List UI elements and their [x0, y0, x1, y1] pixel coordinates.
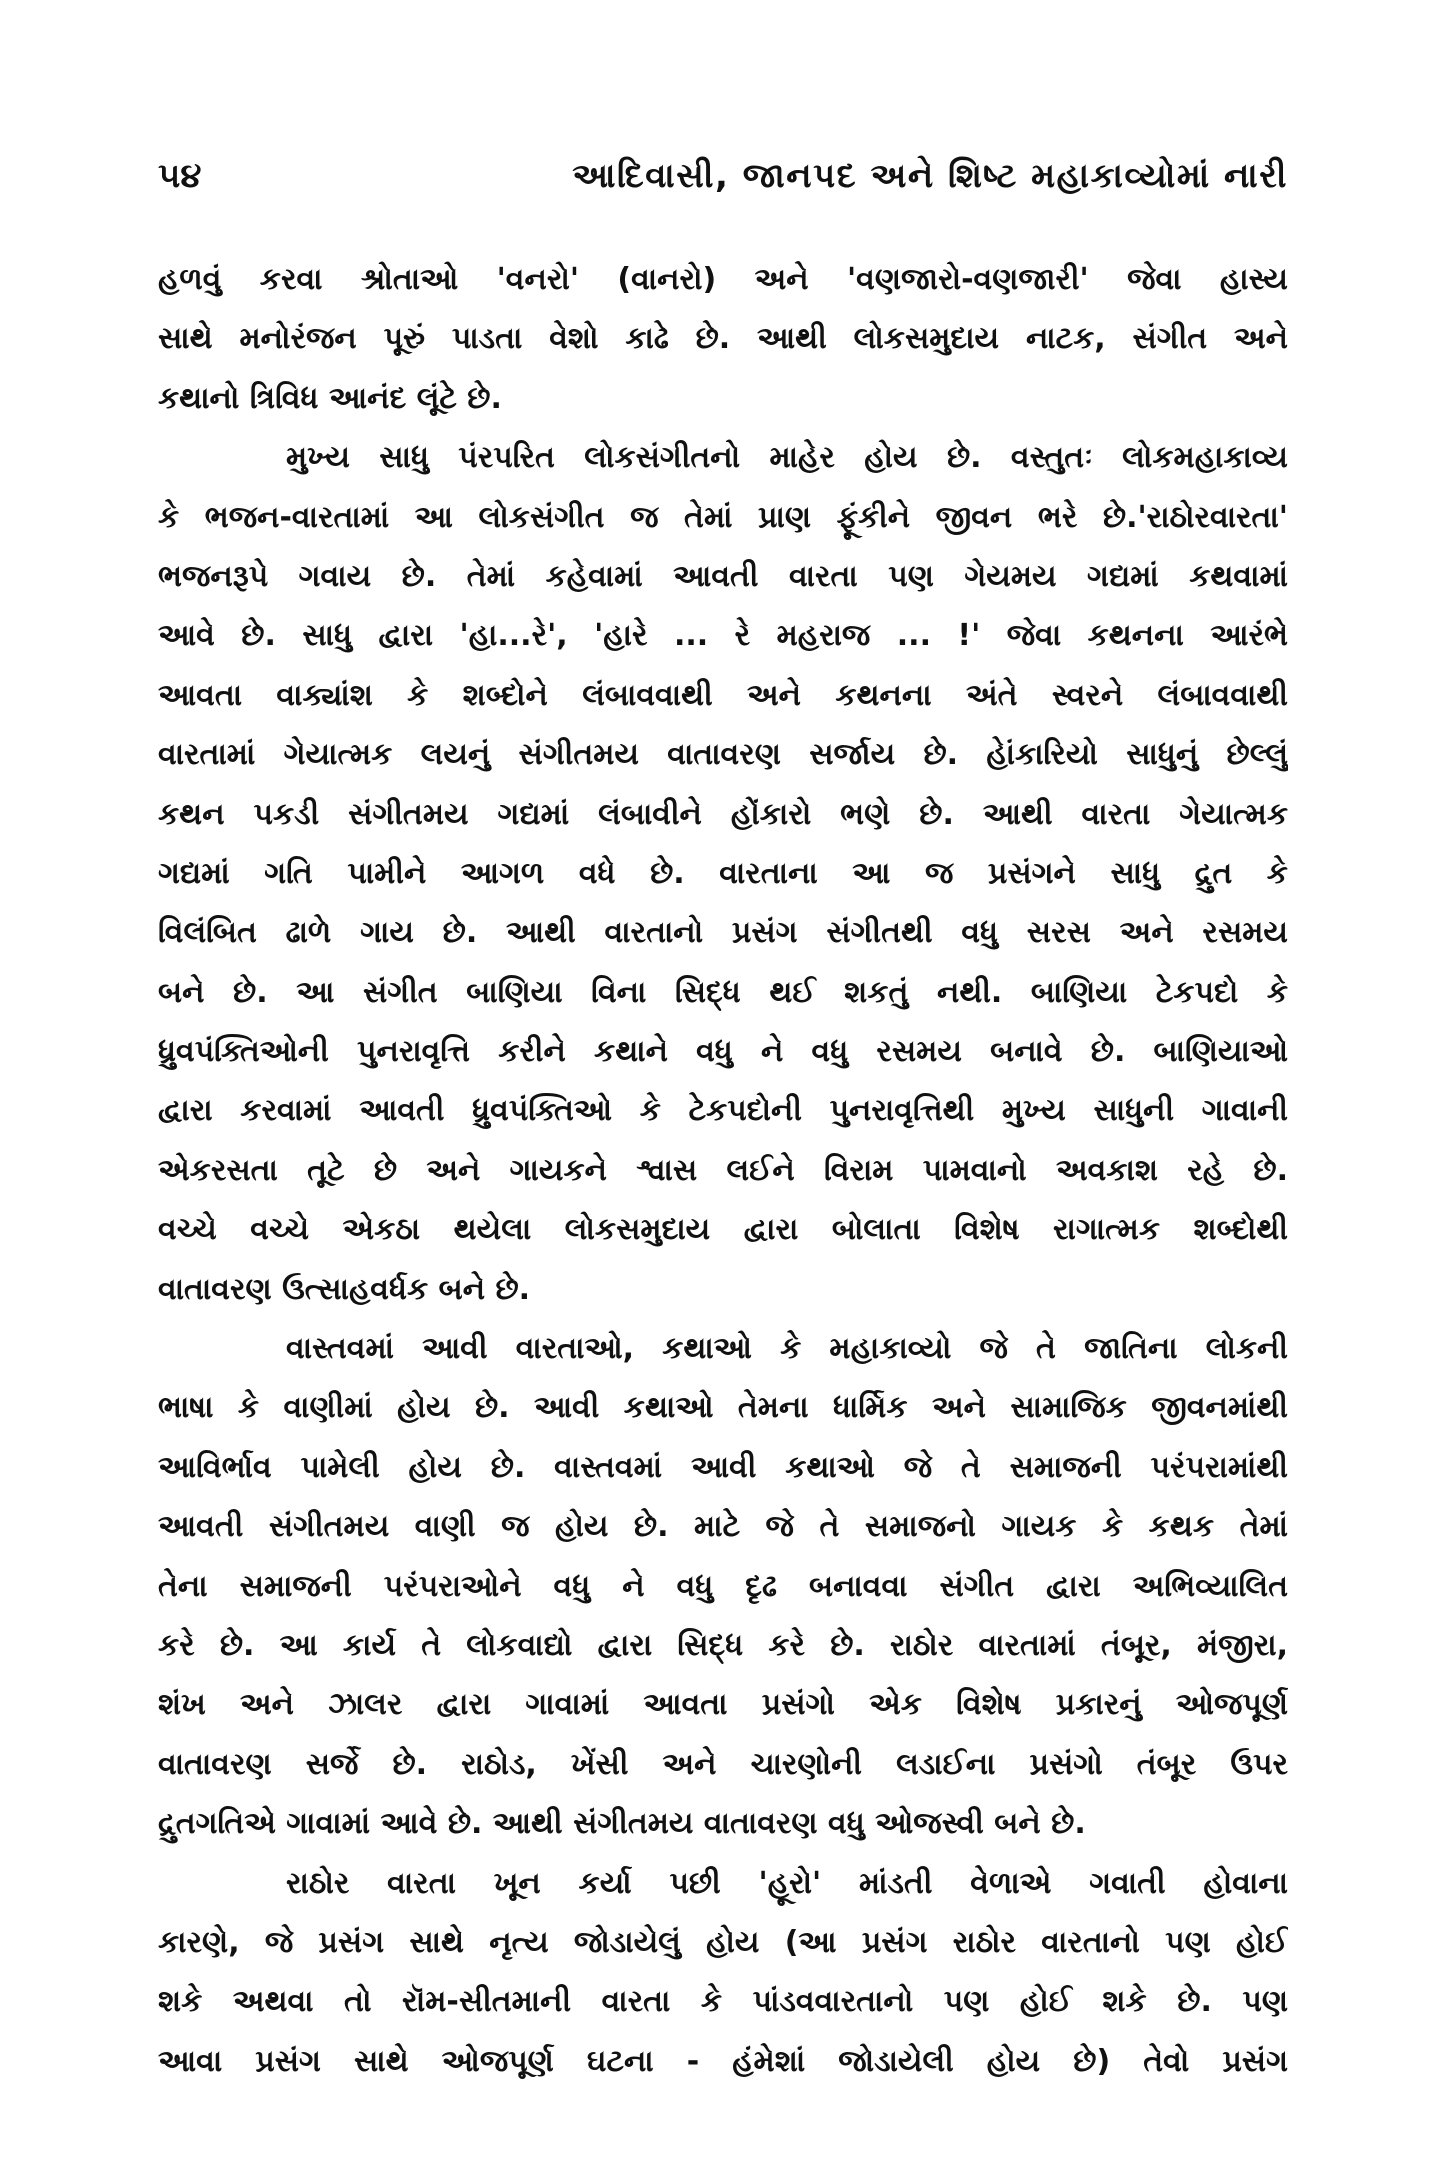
text-line: રાઠોર વારતા ખૂન કર્યા પછી 'હૂરો' માંડતી વેળાએ ગવાતી હોવાના: [286, 1865, 1288, 1901]
text-line: સાથે મનોરંજન પૂરું પાડતા વેશો કાઢે છે. આથી લોકસમુદાય નાટક, સંગીત અને: [158, 321, 1288, 357]
text-line: કરે છે. આ કાર્ય તે લોકવાદ્યો દ્વારા સિદ્ધ કરે છે. રાઠોર વારતામાં તંબૂર, મંજીરા,: [158, 1627, 1288, 1663]
text-line: શકે અથવા તો રૉમ-સીતમાની વારતા કે પાંડવવારતાનો પણ હોઈ શકે છે. પણ: [158, 1984, 1288, 2020]
text-line: કથન પકડી સંગીતમય ગદ્યમાં લંબાવીને હોંકારો ભણે છે. આથી વારતા ગેયાત્મક: [158, 796, 1288, 832]
text-line: વાતાવરણ ઉત્સાહવર્ધક બને છે.: [158, 1271, 531, 1307]
text-line: કારણે, જે પ્રસંગ સાથે નૃત્ય જોડાયેલું હોય (આ પ્રસંગ રાઠોર વારતાનો પણ હોઈ: [158, 1924, 1288, 1960]
text-line: ભાષા કે વાણીમાં હોય છે. આવી કથાઓ તેમના ધાર્મિક અને સામાજિક જીવનમાંથી: [158, 1390, 1288, 1426]
text-line: તેના સમાજની પરંપરાઓને વધુ ને વધુ દૃઢ બનાવવા સંગીત દ્વારા અભિવ્યાલિત: [158, 1568, 1288, 1604]
page-number: ૫૪: [158, 156, 202, 196]
text-line: વિલંબિત ઢાળે ગાય છે. આથી વારતાનો પ્રસંગ સંગીતથી વધુ સરસ અને રસમય: [158, 915, 1288, 951]
text-line: બને છે. આ સંગીત બાણિયા વિના સિદ્ધ થઈ શકતું નથી. બાણિયા ટેકપદો કે: [158, 974, 1288, 1010]
text-line: વચ્ચે વચ્ચે એકઠા થયેલા લોકસમુદાય દ્વારા બોલાતા વિશેષ રાગાત્મક શબ્દોથી: [158, 1212, 1288, 1248]
text-line: વાતાવરણ સર્જે છે. રાઠોડ, ખેંસી અને ચારણોની લડાઈના પ્રસંગો તંબૂર ઉપર: [158, 1746, 1288, 1782]
text-line: હળવું કરવા શ્રોતાઓ 'વનરો' (વાનરો) અને 'વણજારો-વણજારી' જેવા હાસ્ય: [158, 262, 1288, 297]
text-line: ગદ્યમાં ગતિ પામીને આગળ વધે છે. વારતાના આ જ પ્રસંગને સાધુ દ્રુત કે: [158, 855, 1288, 891]
body-text: [158, 250, 1288, 2091]
text-line: આવા પ્રસંગ સાથે ઓજપૂર્ણ ઘટના - હંમેશાં જોડાયેલી હોય છે) તેવો પ્રસંગ: [158, 2043, 1288, 2079]
text-line: વારતામાં ગેયાત્મક લયનું સંગીતમય વાતાવરણ સર્જાય છે. હેાંકારિયો સાધુનું છેલ્લું: [158, 737, 1288, 773]
text-line: ભજનરૂપે ગવાય છે. તેમાં કહેવામાં આવતી વારતા પણ ગેયમય ગદ્યમાં કથવામાં: [158, 558, 1288, 594]
text-line: કે ભજન-વારતામાં આ લોકસંગીત જ તેમાં પ્રાણ ફૂંકીને જીવન ભરે છે.'રાઠોરવારતા': [158, 499, 1288, 535]
text-line: આવતા વાક્યાંશ કે શબ્દોને લંબાવવાથી અને કથનના અંતે સ્વરને લંબાવવાથી: [158, 677, 1288, 713]
text-line: વાસ્તવમાં આવી વારતાઓ, કથાઓ કે મહાકાવ્યો જે તે જાતિના લોકની: [286, 1331, 1288, 1367]
text-line: આવિર્ભાવ પામેલી હોય છે. વાસ્તવમાં આવી કથાઓ જે તે સમાજની પરંપરામાંથી: [158, 1449, 1288, 1485]
text-line: કથાનો ત્રિવિધ આનંદ લૂંટે છે.: [158, 380, 502, 416]
text-line: ધ્રુવપંક્તિઓની પુનરાવૃત્તિ કરીને કથાને વધુ ને વધુ રસમય બનાવે છે. બાણિયાઓ: [158, 1034, 1288, 1070]
text-line: આવે છે. સાધુ દ્વારા 'હા...રે', 'હારે ... રે મહરાજ ... !' જેવા કથનના આરંભે: [158, 618, 1288, 654]
text-line: શંખ અને ઝાલર દ્વારા ગાવામાં આવતા પ્રસંગો એક વિશેષ પ્રકારનું ઓજપૂર્ણ: [158, 1687, 1288, 1723]
text-line: આવતી સંગીતમય વાણી જ હોય છે. માટે જે તે સમાજનો ગાયક કે કથક તેમાં: [158, 1509, 1288, 1545]
text-line: દ્વારા કરવામાં આવતી ધ્રુવપંક્તિઓ કે ટેકપદોની પુનરાવૃત્તિથી મુખ્ય સાધુની ગાવાની: [158, 1093, 1288, 1129]
text-line: એકરસતા તૂટે છે અને ગાયકને શ્વાસ લઈને વિરામ પામવાનો અવકાશ રહે છે.: [158, 1152, 1288, 1188]
page-header: [158, 146, 1288, 206]
text-line: મુખ્ય સાધુ પંરપરિત લોકસંગીતનો માહેર હોય છે. વસ્તુતઃ લોકમહાકાવ્ય: [286, 440, 1288, 476]
running-title: આદિવાસી, જાનપદ અને શિષ્ટ મહાકાવ્યોમાં નારી: [572, 156, 1288, 196]
text-line: દ્રુતગતિએ ગાવામાં આવે છે. આથી સંગીતમય વાતાવરણ વધુ ઓજસ્વી બને છે.: [158, 1806, 1086, 1842]
